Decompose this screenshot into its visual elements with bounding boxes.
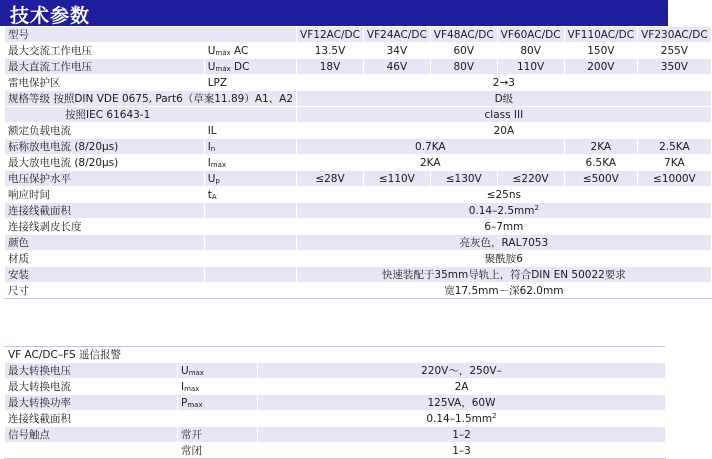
signal-row-u xyxy=(5,363,666,379)
spec-symbol: LPZ xyxy=(204,75,296,91)
spec-label: 尺寸 xyxy=(5,283,205,299)
spec-value: $0.14-2.5mm^2$ xyxy=(297,203,712,219)
spec-label: 规格等级 按照DIN VDE 0675, Part6（草案11.89）A1、A2 xyxy=(5,91,297,107)
spec-value: 1–3 xyxy=(258,443,666,459)
spec-label: 最大交流工作电压 xyxy=(5,43,205,59)
spec-symbol: Umax xyxy=(178,363,258,379)
spec-value: $0.14-1.5mm^2$ xyxy=(258,411,666,427)
spec-value: 34V xyxy=(363,43,430,59)
spec-value: 0.7KA xyxy=(297,139,565,155)
spec-symbol: Pmax xyxy=(178,395,258,411)
spec-symbol: Umax AC xyxy=(204,43,296,59)
spec-row-ta xyxy=(5,187,712,203)
signal-row-cs xyxy=(5,411,666,427)
spec-label: 连接线截面积 xyxy=(5,203,205,219)
spec-label: 额定负载电流 xyxy=(5,123,205,139)
signal-row-no xyxy=(5,427,666,443)
spec-row-cs xyxy=(5,203,712,219)
signal-title-row xyxy=(5,347,666,363)
spec-row-sl xyxy=(5,219,712,235)
spec-label: 雷电保护区 xyxy=(5,75,205,91)
spec-row-uac xyxy=(5,43,712,59)
model-name: VF48AC/DC xyxy=(430,27,497,43)
model-name: VF230AC/DC xyxy=(638,27,712,43)
contact-type: 常闭 xyxy=(178,443,258,459)
spec-value: 2→3 xyxy=(297,75,712,91)
spec-value: 80V xyxy=(430,59,497,75)
spec-value: 2KA xyxy=(564,139,638,155)
contact-type: 常开 xyxy=(178,427,258,443)
spec-symbol: In xyxy=(204,139,296,155)
spec-label: 安装 xyxy=(5,267,205,283)
spec-value: 13.5V xyxy=(297,43,364,59)
spec-value: 80V xyxy=(497,43,564,59)
spec-value: 255V xyxy=(638,43,712,59)
spec-row-in xyxy=(5,139,712,155)
spec-label: 最大直流工作电压 xyxy=(5,59,205,75)
spec-row-imax xyxy=(5,155,712,171)
spec-symbol: Up xyxy=(204,171,296,187)
spec-label: 最大放电电流 (8/20μs) xyxy=(5,155,205,171)
spec-label: 最大转换电压 xyxy=(5,363,178,379)
spec-symbol: tA xyxy=(204,187,296,203)
model-name: VF60AC/DC xyxy=(497,27,564,43)
spec-label: 标称放电电流 (8/20μs) xyxy=(5,139,205,155)
signal-row-nc xyxy=(5,443,666,459)
spec-value: ≤25ns xyxy=(297,187,712,203)
spec-row-color xyxy=(5,235,712,251)
model-name: VF110AC/DC xyxy=(564,27,638,43)
spec-value: 200V xyxy=(564,59,638,75)
spec-row-size xyxy=(5,283,712,299)
spec-value: ≤130V xyxy=(430,171,497,187)
spec-label: 颜色 xyxy=(5,235,205,251)
remote-signal-table xyxy=(4,346,666,459)
spec-value: 220V～，250V– xyxy=(258,363,666,379)
spec-row-install xyxy=(5,267,712,283)
spec-symbol: IL xyxy=(204,123,296,139)
spec-value: ≤110V xyxy=(363,171,430,187)
spec-value: 20A xyxy=(297,123,712,139)
signal-row-p xyxy=(5,395,666,411)
spec-value: 6–7mm xyxy=(297,219,712,235)
spec-value: D级 xyxy=(297,91,712,107)
spec-value: 2KA xyxy=(297,155,565,171)
spec-value: 2A xyxy=(258,379,666,395)
model-name: VF24AC/DC xyxy=(363,27,430,43)
spec-value: 60V xyxy=(430,43,497,59)
spec-value: ≤1000V xyxy=(638,171,712,187)
spec-value: 亮灰色，RAL7053 xyxy=(297,235,712,251)
spec-value: 2.5KA xyxy=(638,139,712,155)
spec-value: 7KA xyxy=(638,155,712,171)
spec-row-lpz xyxy=(5,75,712,91)
model-row xyxy=(5,27,712,43)
spec-row-il xyxy=(5,123,712,139)
section-header xyxy=(0,0,668,26)
spec-value: 18V xyxy=(297,59,364,75)
spec-value: 350V xyxy=(638,59,712,75)
spec-label: 按照IEC 61643-1 xyxy=(5,107,297,123)
section-title: 技术参数 xyxy=(10,5,91,27)
signal-table-title: VF AC/DC–FS 遥信报警 xyxy=(5,347,666,363)
spec-value: 150V xyxy=(564,43,638,59)
spec-value: class III xyxy=(297,107,712,123)
spec-value: ≤220V xyxy=(497,171,564,187)
spec-label: 电压保护水平 xyxy=(5,171,205,187)
spec-label: 信号触点 xyxy=(5,427,178,443)
spec-value: 快速装配于35mm导轨上，符合DIN EN 50022要求 xyxy=(297,267,712,283)
spec-label: 连接线截面积 xyxy=(5,411,178,427)
spec-value: 125VA，60W xyxy=(258,395,666,411)
spec-value: 1–2 xyxy=(258,427,666,443)
spec-row-material xyxy=(5,251,712,267)
spec-value: 46V xyxy=(363,59,430,75)
spec-symbol: Imax xyxy=(178,379,258,395)
model-name: VF12AC/DC xyxy=(297,27,364,43)
spec-symbol: Umax DC xyxy=(204,59,296,75)
signal-row-i xyxy=(5,379,666,395)
spec-label: 材质 xyxy=(5,251,205,267)
spec-row-udc xyxy=(5,59,712,75)
spec-label: 连接线剥皮长度 xyxy=(5,219,205,235)
spec-value: 聚酰胺6 xyxy=(297,251,712,267)
spec-label: 响应时间 xyxy=(5,187,205,203)
spec-value: 110V xyxy=(497,59,564,75)
spec-row-std xyxy=(5,91,712,107)
type-label: 型号 xyxy=(5,27,297,43)
spec-value: 6.5KA xyxy=(564,155,638,171)
spec-row-up xyxy=(5,171,712,187)
spec-symbol: Imax xyxy=(204,155,296,171)
tech-specs-table xyxy=(4,26,712,299)
spec-value: ≤28V xyxy=(297,171,364,187)
spec-value: ≤500V xyxy=(564,171,638,187)
spec-label: 最大转换功率 xyxy=(5,395,178,411)
spec-label: 最大转换电流 xyxy=(5,379,178,395)
spec-value: 宽17.5mm－深62.0mm xyxy=(297,283,712,299)
spec-row-std2 xyxy=(5,107,712,123)
